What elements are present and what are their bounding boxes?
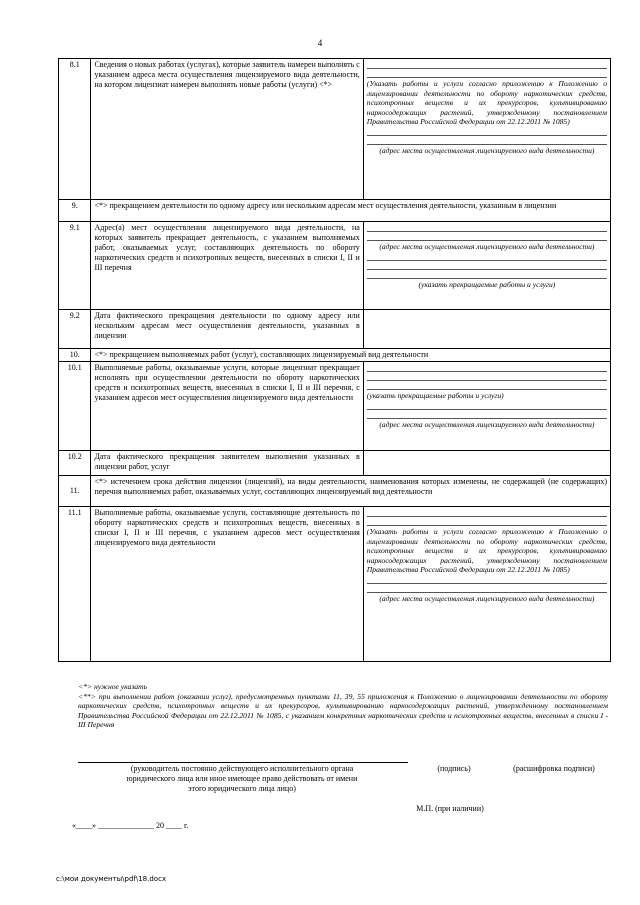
field-hint: (Указать работы и услуги согласно приложению к Положению о лицензировании деятельности по обороту наркотических средств, психотропных веществ и их прекурсоров, культивированию наркосодержащих растений, утвержденному постановлением Правительства Российской Федерации от 22.12.2011 № 1085) [366,527,607,574]
table-row [59,507,611,662]
fill-line[interactable] [367,576,607,584]
fill-line[interactable] [367,253,607,261]
footnotes [78,682,608,730]
field-hint: (адрес места осуществления лицензируемого вида деятельности) [379,419,595,429]
row-number: 9. [59,200,91,222]
table-row [59,349,611,362]
answer-cell[interactable] [363,310,610,349]
section-heading: <*> прекращением выполняемых работ (услуг), составляющих лицензируемый вид деятельности [91,349,611,362]
field-hint: (адрес места осуществления лицензируемого вида деятельности) [379,242,595,251]
footnote-required: <*> нужное указать [78,682,148,691]
row-number: 9.1 [59,222,91,310]
row-description: Сведения о новых работах (услугах), которые заявитель намерен выполнять с указанием адреса места осуществления лицензируемого вида деятельности, на котором лицензиат намерен выполнять новые работы (услуги) <*> [91,59,363,200]
fill-line[interactable] [367,585,607,593]
row-number: 10. [59,349,91,362]
fill-line[interactable] [367,364,607,372]
page-number: 4 [317,38,323,48]
answer-cell[interactable] [363,362,610,451]
field-hint: (адрес места осуществления лицензируемого вида деятельности) [379,593,595,603]
signature-line-head[interactable] [78,762,408,763]
fill-line[interactable] [367,518,607,526]
row-number: 10.1 [59,362,91,451]
fill-line[interactable] [367,411,607,419]
fill-line[interactable] [367,509,607,517]
decode-caption: (расшифровка подписи) [513,764,595,773]
table-row [59,59,611,200]
section-heading: <*> прекращением деятельности по одному адресу или нескольким адресам мест осуществления деятельности, указанным в лицензии [91,200,611,222]
row-number: 10.2 [59,451,91,476]
row-description: Адрес(а) мест осуществления лицензируемого вида деятельности, на которых заявитель прекращает деятельность, с указанием выполняемых работ, оказываемых услуг, составляющих деятельность по обороту наркотических средств и психотропных веществ, внесенных в списки I, II и III перечня [91,222,363,310]
fill-line[interactable] [367,128,607,136]
row-description: Дата фактического прекращения деятельности по одному адресу или нескольким адресам мест осуществления деятельности, указанных в лицензии [91,310,363,349]
row-number: 8.1 [59,59,91,200]
footnote-works: <**> при выполнении работ (оказании услуг), предусмотренных пунктами 11, 39, 55 приложения к Положению о лицензировании деятельности по обороту наркотических средств, психотропных веществ и их прекурсоров, культивированию наркосодержащих растений, утвержденному постановлением Правительства Российской Федерации от 22.12.2011 № 1085, с указанием конкретных наркотических средств и психотропных веществ, внесенных в списки I - III Перечня [78,691,608,729]
stamp-label: М.П. (при наличии) [416,804,484,813]
table-row [59,222,611,310]
fill-line[interactable] [367,233,607,241]
answer-cell[interactable] [363,451,610,476]
head-caption: (руководитель постоянно действующего исполнительного органа юридического лица или иное имеющее право действовать от имени этого юридического лица лицо) [126,764,358,793]
row-number: 9.2 [59,310,91,349]
answer-cell[interactable] [363,507,610,662]
fill-line[interactable] [367,61,607,69]
fill-line[interactable] [367,137,607,145]
row-number: 11. [59,476,91,507]
field-hint: (указать прекращаемые работы и услуги) [418,279,556,289]
field-hint: (адрес места осуществления лицензируемого вида деятельности) [379,145,595,155]
fill-line[interactable] [367,262,607,270]
answer-cell[interactable] [363,59,610,200]
row-number: 11.1 [59,507,91,662]
fill-line[interactable] [367,224,607,232]
fill-line[interactable] [367,382,607,390]
fill-line[interactable] [367,402,607,410]
section-heading: <*> истечением срока действия лицензии (лицензий), на виды деятельности, наименования которых изменены, не содержащей (не содержащих) перечня выполняемых работ, оказываемых услуг, составляющих лицензируемый вид деятельности [91,476,611,507]
row-description: Дата фактического прекращения заявителем выполнения указанных в лицензии работ, услуг [91,451,363,476]
field-hint: (Указать работы и услуги согласно приложению к Положению о лицензировании деятельности по обороту наркотических средств, психотропных веществ и их прекурсоров, культивированию наркосодержащих растений, утвержденному постановлением Правительства Российской Федерации от 22.12.2011 № 1085) [366,79,607,126]
table-row [59,476,611,507]
table-row [59,310,611,349]
sign-caption: (подпись) [437,764,471,773]
table-row [59,451,611,476]
table-row [59,200,611,222]
fill-line[interactable] [367,271,607,279]
table-row [59,362,611,451]
fill-line[interactable] [367,70,607,78]
field-hint: (указать прекращаемые работы и услуги) [366,391,504,400]
row-description: Выполняемые работы, оказываемые услуги, которые лицензиат прекращает исполнять при осуществлении деятельности по обороту наркотических средств и психотропных веществ, внесенных в списки I, II и III перечня, с указанием адресов мест осуществления лицензируемого вида деятельности [91,362,363,451]
application-table [58,58,611,662]
row-description: Выполняемые работы, оказываемые услуги, составляющие деятельность по обороту наркотических средств и психотропных веществ, внесенных в списки I, II и III перечня, с указанием адресов мест осуществления лицензируемого вида деятельности [91,507,363,662]
date-field[interactable]: «____» ______________ 20 ____ г. [72,821,189,830]
answer-cell[interactable] [363,222,610,310]
file-path: c:\мои документы\pdf\18.docx [56,875,167,883]
fill-line[interactable] [367,373,607,381]
